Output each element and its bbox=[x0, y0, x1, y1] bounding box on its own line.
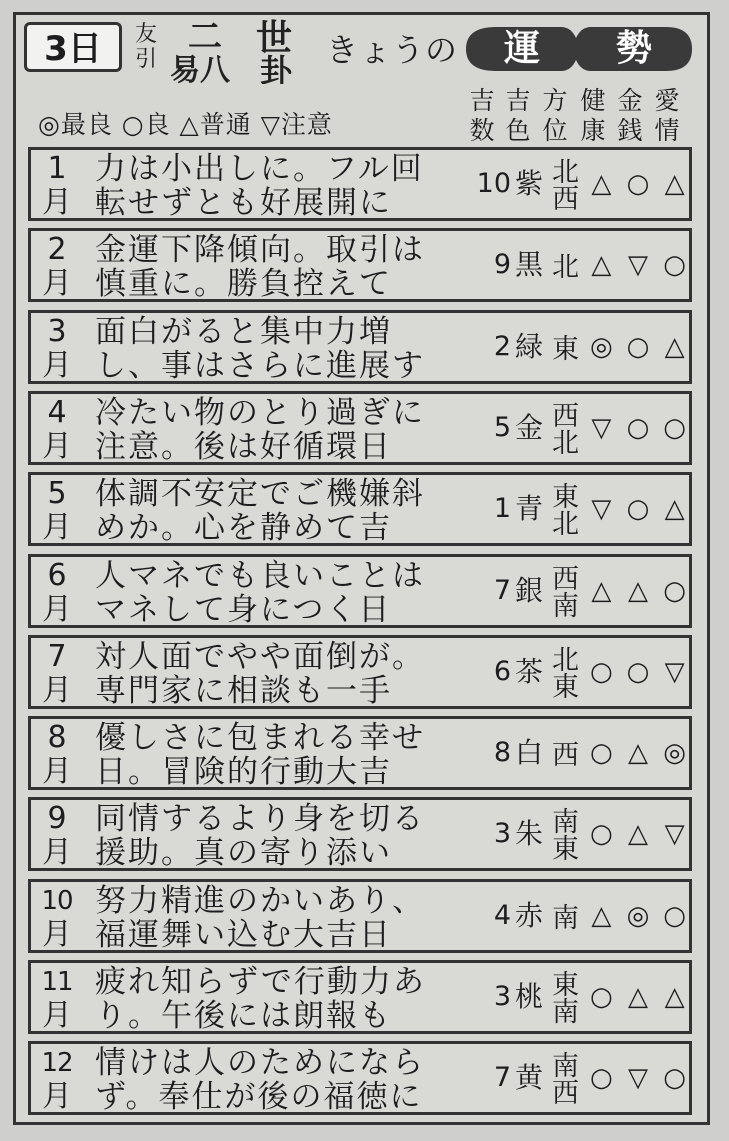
ekihakke-logo bbox=[168, 16, 320, 84]
fortune-text-line-2: マネして身につく日 bbox=[95, 592, 392, 628]
direction-text: 東 bbox=[547, 333, 578, 361]
fortune-text-line-2: し、事はさらに進展す bbox=[95, 348, 425, 384]
rating-marks bbox=[583, 150, 693, 218]
fortune-text bbox=[95, 152, 475, 220]
fortune-row bbox=[28, 716, 692, 790]
direction-text: 東南 bbox=[547, 970, 578, 1024]
col-head-kichishoku: 吉色 bbox=[505, 86, 531, 145]
fortune-text-line-1: 冷たい物のとり過ぎに bbox=[95, 395, 425, 431]
month-label bbox=[35, 313, 79, 383]
love-mark: ▽ bbox=[664, 819, 685, 849]
fortune-text-line-2: 転せずとも好展開に bbox=[95, 185, 392, 221]
lucky-direction bbox=[543, 800, 581, 868]
love-mark: ○ bbox=[663, 413, 686, 443]
rating-marks bbox=[583, 475, 693, 543]
lucky-color: 赤 bbox=[514, 899, 543, 932]
love-mark: ○ bbox=[663, 1063, 686, 1093]
direction-text: 南西 bbox=[547, 1051, 578, 1105]
kyou-no-label: きょうの bbox=[326, 31, 459, 69]
lucky-direction bbox=[543, 150, 581, 218]
month-suffix: 月 bbox=[42, 917, 72, 952]
lucky-number: 3 bbox=[493, 981, 511, 1012]
direction-text: 北東 bbox=[547, 645, 578, 699]
lucky-color: 紫 bbox=[514, 167, 543, 200]
lucky-number: 9 bbox=[493, 249, 511, 280]
rokuyo-label: 友引 bbox=[134, 22, 157, 72]
col-head-kichisu: 吉数 bbox=[469, 86, 495, 145]
rating-marks bbox=[583, 1044, 693, 1112]
unsei-banner bbox=[456, 24, 696, 74]
health-mark: ▽ bbox=[591, 494, 612, 524]
love-mark: △ bbox=[664, 982, 685, 1012]
lucky-direction bbox=[543, 557, 581, 625]
fortune-row bbox=[28, 228, 692, 302]
rating-marks bbox=[583, 800, 693, 868]
month-number: 5 bbox=[47, 476, 67, 511]
lucky-color: 朱 bbox=[514, 817, 543, 850]
fortune-text bbox=[95, 884, 475, 952]
fortune-row bbox=[28, 472, 692, 546]
fortune-text-line-2: 注意。後は好循環日 bbox=[95, 429, 392, 465]
rating-marks bbox=[583, 231, 693, 299]
col-head-kinsen: 金銭 bbox=[617, 86, 643, 145]
lucky-color: 銀 bbox=[514, 574, 543, 607]
unsei-char-2: 勢 bbox=[616, 28, 653, 69]
money-mark: △ bbox=[627, 982, 648, 1012]
month-label bbox=[35, 800, 79, 870]
direction-text: 南 bbox=[547, 902, 578, 930]
direction-text: 北 bbox=[547, 251, 578, 279]
money-mark: ▽ bbox=[627, 1063, 648, 1093]
unsei-banner-shape bbox=[456, 24, 696, 74]
lucky-number: 6 bbox=[493, 656, 511, 687]
fortune-text-line-1: 金運下降傾向。取引は bbox=[95, 232, 425, 268]
fortune-row bbox=[28, 635, 692, 709]
month-suffix: 月 bbox=[42, 1079, 72, 1114]
rating-marks bbox=[583, 638, 693, 706]
month-suffix: 月 bbox=[42, 592, 72, 627]
lucky-direction bbox=[543, 1044, 581, 1112]
fortune-text-line-1: 疲れ知らずで行動力あ bbox=[95, 964, 426, 1000]
lucky-direction bbox=[543, 231, 581, 299]
month-label bbox=[35, 1044, 79, 1114]
health-mark: ○ bbox=[589, 1063, 613, 1093]
month-suffix: 月 bbox=[42, 754, 72, 789]
health-mark: ○ bbox=[589, 657, 613, 687]
month-number: 2 bbox=[47, 232, 67, 267]
lucky-number: 10 bbox=[476, 168, 511, 199]
love-mark: ○ bbox=[663, 576, 686, 606]
love-mark: △ bbox=[664, 494, 685, 524]
direction-text: 北西 bbox=[547, 157, 578, 211]
money-mark: △ bbox=[627, 576, 648, 606]
lucky-number: 7 bbox=[493, 1062, 511, 1093]
fortune-text bbox=[95, 802, 475, 870]
month-number: 11 bbox=[41, 967, 73, 997]
fortune-row bbox=[28, 879, 692, 953]
money-mark: ○ bbox=[626, 494, 650, 524]
lucky-number: 8 bbox=[493, 737, 511, 768]
month-suffix: 月 bbox=[42, 429, 72, 464]
love-mark: △ bbox=[664, 332, 685, 362]
lucky-color: 黒 bbox=[514, 248, 543, 281]
rating-marks bbox=[583, 963, 693, 1031]
unsei-char-1: 運 bbox=[504, 28, 541, 69]
direction-text: 南東 bbox=[547, 807, 578, 861]
lucky-direction bbox=[543, 475, 581, 543]
direction-text: 東北 bbox=[547, 482, 578, 536]
month-label bbox=[35, 394, 79, 464]
fortune-text-line-2: 福運舞い込む大吉日 bbox=[95, 917, 392, 953]
lucky-number: 3 bbox=[493, 818, 511, 849]
month-suffix: 月 bbox=[42, 673, 72, 708]
health-mark: ○ bbox=[589, 982, 613, 1012]
fortune-text-line-1: 同情するより身を切る bbox=[95, 801, 425, 837]
health-mark: ▽ bbox=[591, 413, 612, 443]
health-mark: △ bbox=[591, 901, 612, 931]
fortune-text bbox=[95, 965, 475, 1033]
money-mark: ◎ bbox=[626, 901, 650, 931]
love-mark: ○ bbox=[663, 901, 686, 931]
love-mark: ▽ bbox=[664, 657, 685, 687]
month-number: 10 bbox=[41, 886, 73, 916]
fortune-row bbox=[28, 797, 692, 871]
lucky-number: 1 bbox=[493, 493, 511, 524]
month-label bbox=[35, 150, 79, 220]
month-number: 9 bbox=[47, 801, 67, 836]
fortune-text bbox=[95, 315, 475, 383]
money-mark: ○ bbox=[626, 169, 650, 199]
lucky-color: 黄 bbox=[514, 1061, 543, 1094]
health-mark: ○ bbox=[589, 819, 613, 849]
fortune-text bbox=[95, 559, 475, 627]
fortune-text-line-1: 対人面でやや面倒が。 bbox=[95, 639, 425, 675]
month-label bbox=[35, 638, 79, 708]
fortune-text-line-1: 優しさに包まれる幸せ bbox=[95, 720, 425, 756]
lucky-number: 2 bbox=[493, 331, 511, 362]
lucky-color: 青 bbox=[514, 492, 543, 525]
logo-right: 世 bbox=[256, 17, 293, 59]
month-suffix: 月 bbox=[42, 185, 72, 220]
fortune-row bbox=[28, 391, 692, 465]
fortune-text-line-2: めか。心を静めて吉 bbox=[95, 510, 392, 546]
love-mark: △ bbox=[664, 169, 685, 199]
fortune-text-line-2: 慎重に。勝負控えて bbox=[95, 266, 392, 302]
fortune-text-line-2: り。午後には朗報も bbox=[95, 998, 392, 1034]
logo-graphic bbox=[168, 16, 320, 84]
month-suffix: 月 bbox=[42, 348, 72, 383]
rating-marks bbox=[583, 719, 693, 787]
month-number: 4 bbox=[47, 395, 67, 430]
direction-text: 西南 bbox=[547, 564, 578, 618]
lucky-number: 5 bbox=[493, 412, 511, 443]
col-head-kenkou: 健康 bbox=[580, 86, 606, 145]
money-mark: ○ bbox=[626, 657, 650, 687]
month-label bbox=[35, 719, 79, 789]
lucky-number: 4 bbox=[493, 900, 511, 931]
fortune-row bbox=[28, 960, 692, 1034]
month-label bbox=[35, 475, 79, 545]
month-number: 6 bbox=[47, 558, 67, 593]
fortune-text-line-1: 力は小出しに。フル回 bbox=[95, 151, 424, 187]
fortune-row bbox=[28, 147, 692, 221]
lucky-number: 7 bbox=[493, 575, 511, 606]
rating-marks bbox=[583, 557, 693, 625]
month-suffix: 月 bbox=[42, 266, 72, 301]
lucky-direction bbox=[543, 963, 581, 1031]
fortune-row bbox=[28, 310, 692, 384]
lucky-color: 緑 bbox=[514, 330, 543, 363]
fortune-text bbox=[95, 1046, 475, 1114]
health-mark: △ bbox=[591, 250, 612, 280]
fortune-text-line-2: ず。奉仕が後の福徳に bbox=[95, 1079, 423, 1115]
fortune-text bbox=[95, 640, 475, 708]
health-mark: △ bbox=[591, 576, 612, 606]
month-suffix: 月 bbox=[42, 835, 72, 870]
lucky-color: 桃 bbox=[514, 980, 543, 1013]
lucky-color: 茶 bbox=[514, 655, 543, 688]
fortune-text-line-1: 体調不安定でご機嫌斜 bbox=[95, 476, 425, 512]
lucky-direction bbox=[543, 719, 581, 787]
month-label bbox=[35, 557, 79, 627]
month-suffix: 月 bbox=[42, 998, 72, 1033]
fortune-text-line-2: 日。冒険的行動大吉 bbox=[95, 754, 392, 790]
month-number: 12 bbox=[41, 1048, 73, 1078]
month-label bbox=[35, 231, 79, 301]
month-number: 3 bbox=[47, 314, 67, 349]
money-mark: ▽ bbox=[627, 250, 648, 280]
love-mark: ◎ bbox=[663, 738, 686, 768]
fortune-text-line-1: 人マネでも良いことは bbox=[95, 558, 425, 594]
month-number: 1 bbox=[47, 151, 67, 186]
money-mark: △ bbox=[627, 819, 648, 849]
health-mark: ○ bbox=[589, 738, 613, 768]
lucky-direction bbox=[543, 638, 581, 706]
legend: ◎最良 ○良 △普通 ▽注意 bbox=[38, 110, 333, 139]
lucky-direction bbox=[543, 394, 581, 462]
lucky-color: 白 bbox=[514, 736, 543, 769]
direction-text: 西 bbox=[547, 739, 578, 767]
logo-right-bottom: 卦 bbox=[260, 52, 293, 84]
health-mark: △ bbox=[591, 169, 612, 199]
fortune-text bbox=[95, 396, 475, 464]
rating-marks bbox=[583, 394, 693, 462]
month-number: 8 bbox=[47, 720, 67, 755]
date-badge: 3日 bbox=[24, 22, 122, 72]
fortune-text bbox=[95, 721, 475, 789]
rating-marks bbox=[583, 313, 693, 381]
month-label bbox=[35, 882, 79, 952]
fortune-text-line-1: 情けは人のためになら bbox=[95, 1045, 425, 1081]
col-head-aijou: 愛情 bbox=[654, 86, 680, 145]
fortune-row bbox=[28, 554, 692, 628]
fortune-text-line-2: 専門家に相談も一手 bbox=[95, 673, 392, 709]
rating-marks bbox=[583, 882, 693, 950]
month-suffix: 月 bbox=[42, 510, 72, 545]
col-head-houi: 方位 bbox=[542, 86, 568, 145]
fortune-row bbox=[28, 1041, 692, 1115]
money-mark: ○ bbox=[626, 413, 650, 443]
lucky-direction bbox=[543, 882, 581, 950]
logo-bottom: 易八 bbox=[170, 53, 230, 84]
money-mark: △ bbox=[627, 738, 648, 768]
direction-text: 西北 bbox=[547, 401, 578, 455]
fortune-text-line-2: 援助。真の寄り添い bbox=[95, 835, 392, 871]
month-label bbox=[35, 963, 79, 1033]
lucky-color: 金 bbox=[514, 411, 543, 444]
logo-top: 二 bbox=[188, 17, 222, 57]
health-mark: ◎ bbox=[589, 332, 613, 362]
fortune-text bbox=[95, 233, 475, 301]
money-mark: ○ bbox=[626, 332, 650, 362]
month-number: 7 bbox=[47, 639, 67, 674]
lucky-direction bbox=[543, 313, 581, 381]
fortune-text-line-1: 面白がると集中力増 bbox=[95, 314, 392, 350]
love-mark: ○ bbox=[663, 250, 686, 280]
fortune-text bbox=[95, 477, 475, 545]
fortune-text-line-1: 努力精進のかいあり、 bbox=[95, 883, 425, 919]
